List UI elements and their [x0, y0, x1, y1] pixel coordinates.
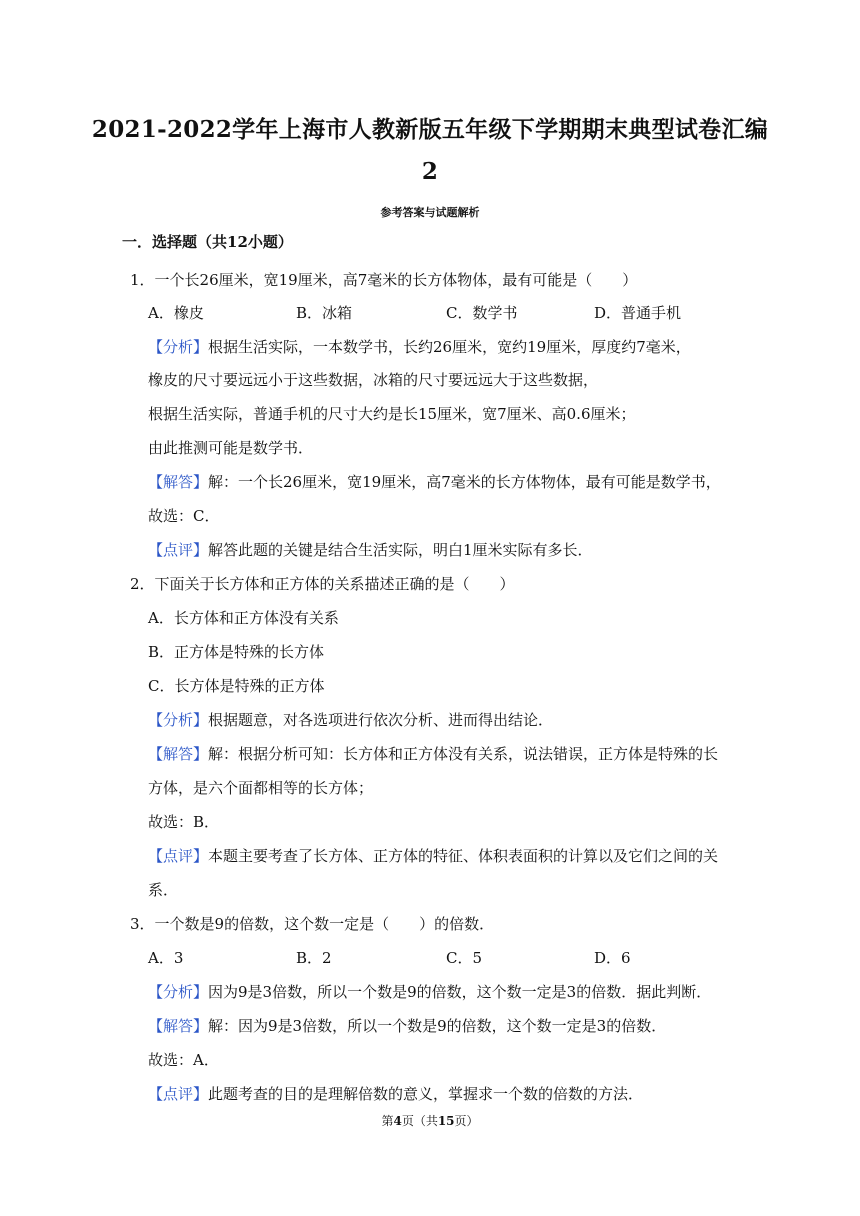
section-heading: 一．选择题（共12小题） [122, 233, 293, 251]
question-3-answer-line2: 故选：A． [148, 1051, 219, 1069]
question-1-answer [148, 472, 721, 492]
answer-tag: 【解答】 [148, 745, 209, 763]
answer-tag: 【解答】 [148, 1017, 209, 1035]
option-d: D．6 [594, 949, 631, 967]
answer-text: 解：一个长26厘米，宽19厘米，高7毫米的长方体物体，最有可能是数学书， [208, 473, 721, 491]
answer-text: 解：因为9是3倍数，所以一个数是9的倍数，这个数一定是3的倍数． [208, 1017, 667, 1035]
footer-suffix: 页） [454, 1114, 479, 1128]
document-title-line2: 2 [421, 158, 439, 185]
option-b: B．2 [296, 949, 332, 967]
question-2-answer-line2: 方体，是六个面都相等的长方体； [148, 779, 374, 797]
option-d: D．普通手机 [594, 304, 682, 322]
option-b: B．冰箱 [296, 304, 353, 322]
question-1-comment [148, 540, 593, 560]
question-1-analysis [148, 337, 691, 357]
analysis-text: 根据题意，对各选项进行依次分析、进而得出结论． [208, 711, 554, 729]
option-a: A．橡皮 [148, 304, 204, 322]
footer-page-number: 4 [393, 1114, 402, 1128]
option-c: C．5 [446, 949, 483, 967]
question-1-analysis-line3: 根据生活实际，普通手机的尺寸大约是长15厘米，宽7厘米、高0.6厘米； [148, 405, 636, 423]
question-3-answer [148, 1016, 666, 1036]
footer-middle: 页（共 [401, 1114, 438, 1128]
analysis-tag: 【分析】 [148, 338, 209, 356]
question-2-option-a: A．长方体和正方体没有关系 [148, 609, 339, 627]
question-2-option-c: C．长方体是特殊的正方体 [148, 677, 325, 695]
question-1-analysis-line4: 由此推测可能是数学书． [148, 439, 314, 457]
question-3-comment [148, 1084, 643, 1104]
question-2-answer [148, 744, 718, 764]
footer-prefix: 第 [381, 1114, 394, 1128]
question-1-analysis-line2: 橡皮的尺寸要远远小于这些数据，冰箱的尺寸要远远大于这些数据， [148, 371, 599, 389]
question-3-stem: 3．一个数是9的倍数，这个数一定是（ ）的倍数． [130, 915, 495, 933]
question-2-stem: 2．下面关于长方体和正方体的关系描述正确的是（ ） [130, 575, 515, 593]
page-footer [0, 1112, 860, 1129]
option-a: A．3 [148, 949, 184, 967]
question-2-comment-line2: 系． [148, 881, 179, 899]
document-title-line1: 2021-2022学年上海市人教新版五年级下学期期末典型试卷汇编 [91, 116, 769, 143]
analysis-text: 因为9是3倍数，所以一个数是9的倍数，这个数一定是3的倍数．据此判断． [208, 983, 712, 1001]
comment-text: 解答此题的关键是结合生活实际，明白1厘米实际有多长． [208, 541, 593, 559]
comment-tag: 【点评】 [148, 541, 209, 559]
comment-tag: 【点评】 [148, 1085, 209, 1103]
option-c: C．数学书 [446, 304, 518, 322]
analysis-tag: 【分析】 [148, 711, 209, 729]
question-1-answer-line2: 故选：C． [148, 507, 220, 525]
question-2-comment [148, 846, 718, 866]
analysis-tag: 【分析】 [148, 983, 209, 1001]
comment-text: 此题考查的目的是理解倍数的意义，掌握求一个数的倍数的方法． [208, 1085, 644, 1103]
question-2-option-b: B．正方体是特殊的长方体 [148, 643, 325, 661]
comment-text: 本题主要考查了长方体、正方体的特征、体积表面积的计算以及它们之间的关 [208, 847, 719, 865]
document-subtitle: 参考答案与试题解析 [380, 206, 480, 219]
question-1-stem: 1．一个长26厘米，宽19厘米，高7毫米的长方体物体，最有可能是（ ） [130, 271, 638, 289]
answer-tag: 【解答】 [148, 473, 209, 491]
question-3-analysis [148, 982, 711, 1002]
comment-tag: 【点评】 [148, 847, 209, 865]
footer-total-pages: 15 [437, 1114, 455, 1128]
question-2-answer-line3: 故选：B． [148, 813, 220, 831]
analysis-text: 根据生活实际，一本数学书，长约26厘米，宽约19厘米，厚度约7毫米， [208, 338, 691, 356]
question-2-analysis [148, 710, 553, 730]
answer-text: 解：根据分析可知：长方体和正方体没有关系，说法错误，正方体是特殊的长 [208, 745, 719, 763]
